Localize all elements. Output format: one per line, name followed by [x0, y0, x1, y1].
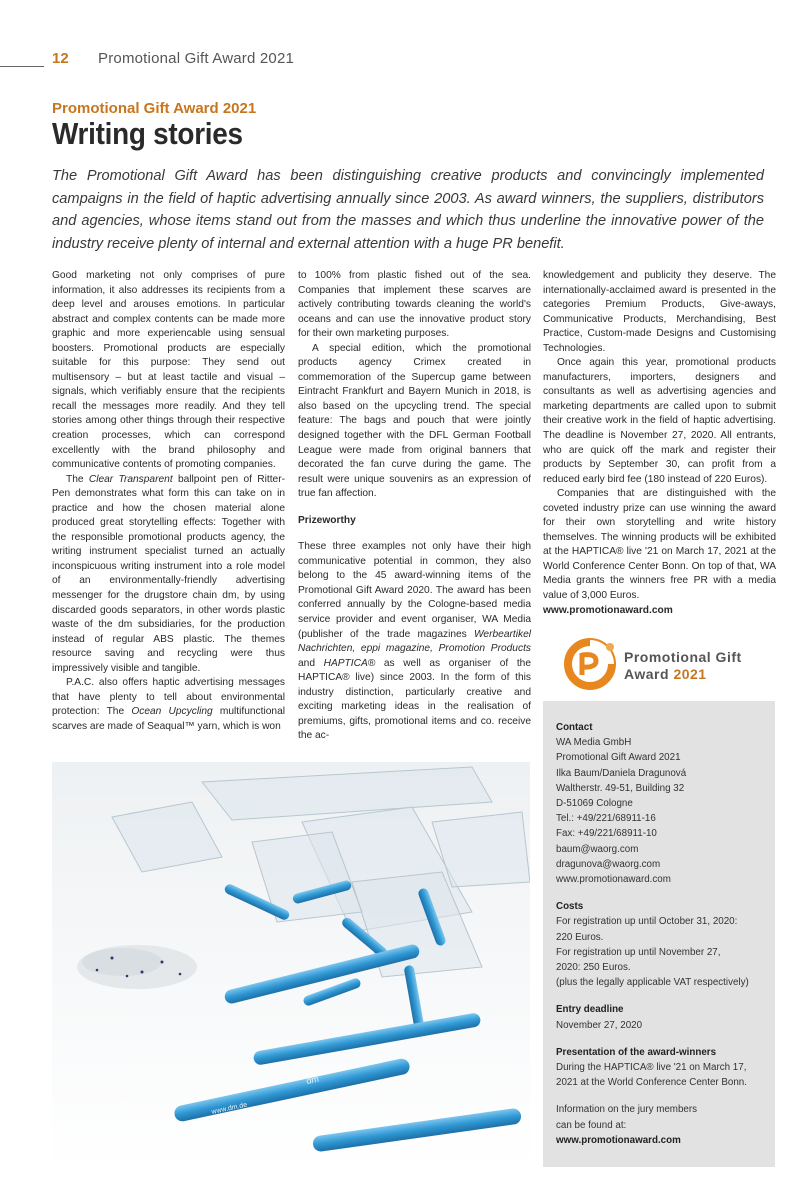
contact-line: Ilka Baum/Daniela Dragunová: [556, 767, 687, 779]
contact-email-link[interactable]: baum@waorg.com: [556, 843, 639, 855]
paragraph: Once again this year, promotional products manufacturers, importers, designers and consultants as well as advertising agencies and marketing departments are called upon to submit their creative work in the field of haptic advertising. The deadline is November 27, 2020. All entrants, who are quick off the mark and register their products by September 30, can profit from a reduced early bird fee (180 instead of 220 Euros).: [543, 357, 776, 485]
product-name: Clear Transparent: [88, 473, 173, 485]
article-column-1: [52, 269, 285, 735]
costs-line: (plus the legally applicable VAT respectively): [556, 977, 749, 989]
logo-wordmark: Promotional Gift Award 2021: [624, 649, 742, 682]
contact-website-link[interactable]: www.promotionaward.com: [556, 874, 671, 886]
article-lead: The Promotional Gift Award has been distinguishing creative products and convincingly implemented campaigns in the field of haptic advertising annually since 2003. As award winners, the suppliers, distributors and agencies, whose items stand out from the masses and which thus underline the innovative power of the industry receive plenty of internal and external attention with a huge PR benefit.: [52, 168, 764, 252]
presentation-heading: Presentation of the award-winners: [556, 1046, 717, 1058]
section-subhead: Prizeworthy: [298, 514, 356, 526]
article-headline: Writing stories: [52, 116, 243, 151]
paragraph: knowledgement and publicity they deserve. The internationally-acclaimed award is presented in the categories Premium Products, Give-aways, Communicative Products, Merchandising, Best Practice, Custom-made Designs and Customising Technologies.: [543, 270, 776, 354]
deadline-heading: Entry deadline: [556, 1004, 624, 1016]
costs-line: 2020: 250 Euros.: [556, 962, 631, 974]
presentation-line: During the HAPTICA® live '21 on March 17,: [556, 1062, 747, 1074]
contact-line: WA Media GmbH: [556, 737, 632, 749]
pen-imprint: dm: [305, 1073, 320, 1086]
article-column-2: [298, 269, 531, 744]
costs-line: For registration up until November 27,: [556, 946, 721, 958]
jury-website-link[interactable]: www.promotionaward.com: [556, 1134, 681, 1146]
presentation-line: 2021 at the World Conference Center Bonn.: [556, 1077, 747, 1089]
contact-fax: Fax: +49/221/68911-10: [556, 828, 657, 840]
contact-line: D-51069 Cologne: [556, 798, 633, 810]
contact-phone: Tel.: +49/221/68911-16: [556, 813, 656, 825]
paragraph: A special edition, which the promotional products agency Crimex created in commemoration of the Supercup game between Eintracht Frankfurt and Bayern Munich in 2018, is also based on the upcycling trend. The special feature: The bags and pouch that were jointly designed together with the DFL German Football League were made from original banners that decorated the fan curve during the game. The result were unique souvenirs as an expression of true fan affection.: [298, 342, 531, 500]
paragraph: to 100% from plastic fished out of the sea. Companies that implement these scarves are actively contributing towards cleaning the world's oceans and can use the innovative product story for their own marketing purposes.: [298, 270, 531, 340]
paragraph: Good marketing not only comprises of pure information, it also addresses its recipients from a deep level and arouses emotions. In particular abstract and complex contents can be made more graphic and more experiencable using sensual boosters. Promotional products are especially suitable for this purpose: They send out multisensory – but at least tactile and visual – signals, which verifiably ensure that the recipients recall the messages more readily. And they tell stories among other things through their respective creation processes, which can correspond excellently with the brand philosophy and communicative contents of promoting companies.: [52, 270, 285, 471]
paragraph: These three examples not only have their high communicative potential in common, they also belong to the 45 award-winning items of the Promotional Gift Award 2020. The award has been conferred annually by the Cologne-based media service provider and event organiser, WA Media (publisher of the trade magazines Werbeartikel Nachrichten, eppi magazine, Promotion Products and HAPTICA® as well as organiser of the HAPTICA® live) since 2003. In the form of this industry distinction, particularly creative and exciting marketing ideas in the realisation of premiums, gifts, promotional items and co. receive the ac-: [298, 541, 531, 742]
contact-line: Promotional Gift Award 2021: [556, 752, 681, 764]
contact-email-link[interactable]: dragunova@waorg.com: [556, 858, 661, 870]
article-column-3: [543, 269, 776, 618]
jury-info-line: can be found at:: [556, 1119, 627, 1131]
pen-imprint-url: www.dm.de: [210, 1101, 248, 1116]
jury-info-line: Information on the jury members: [556, 1104, 698, 1116]
contact-line: Waltherstr. 49-51, Building 32: [556, 782, 685, 794]
costs-line: 220 Euros.: [556, 931, 604, 943]
header-rule: [0, 66, 44, 67]
award-website-link[interactable]: www.promotionaward.com: [543, 604, 673, 616]
contact-info-content: [556, 720, 770, 1148]
running-title: Promotional Gift Award 2021: [98, 50, 295, 67]
contact-heading: Contact: [556, 722, 593, 733]
page-number: 12: [52, 50, 69, 67]
costs-line: For registration up until October 31, 2020:: [556, 916, 738, 928]
paragraph: P.A.C. also offers haptic advertising messages that have plenty to tell about environmental protection: The Ocean Upcycling multifunctional scarves are made of Seaqual™ yarn, which is won: [52, 677, 285, 732]
paragraph: The Clear Transparent ballpoint pen of Ritter-Pen demonstrates what form this can take on in practice and how the chosen material alone produced great storytelling effects: Together with the responsible promotional products agency, the writing instrument specialist turned an actually inconspicuous writing instrument into a role model of an environmentally-friendly advertising messenger for the drugstore chain dm, by using discarded goods separators, in other words plastic waste of the dm subsidiaries, for the production instead of regular ABS plastic. The themes resource saving and recycling were thus impressively visible and tangible.: [52, 473, 285, 674]
deadline-date: November 27, 2020: [556, 1019, 643, 1031]
product-name: Ocean Upcycling: [131, 706, 213, 718]
paragraph: Companies that are distinguished with the coveted industry prize can use winning the award for their own storytelling and write history themselves. The winning products will be exhibited at the HAPTICA® live '21 on March 17, 2021 at the World Conference Center Bonn. On top of that, WA Media grants the winners free PR with a media value of 3,000 Euros.: [543, 488, 776, 602]
article-kicker: Promotional Gift Award 2021: [52, 100, 257, 117]
product-photo-pens: [52, 762, 530, 1169]
costs-heading: Costs: [556, 901, 584, 913]
